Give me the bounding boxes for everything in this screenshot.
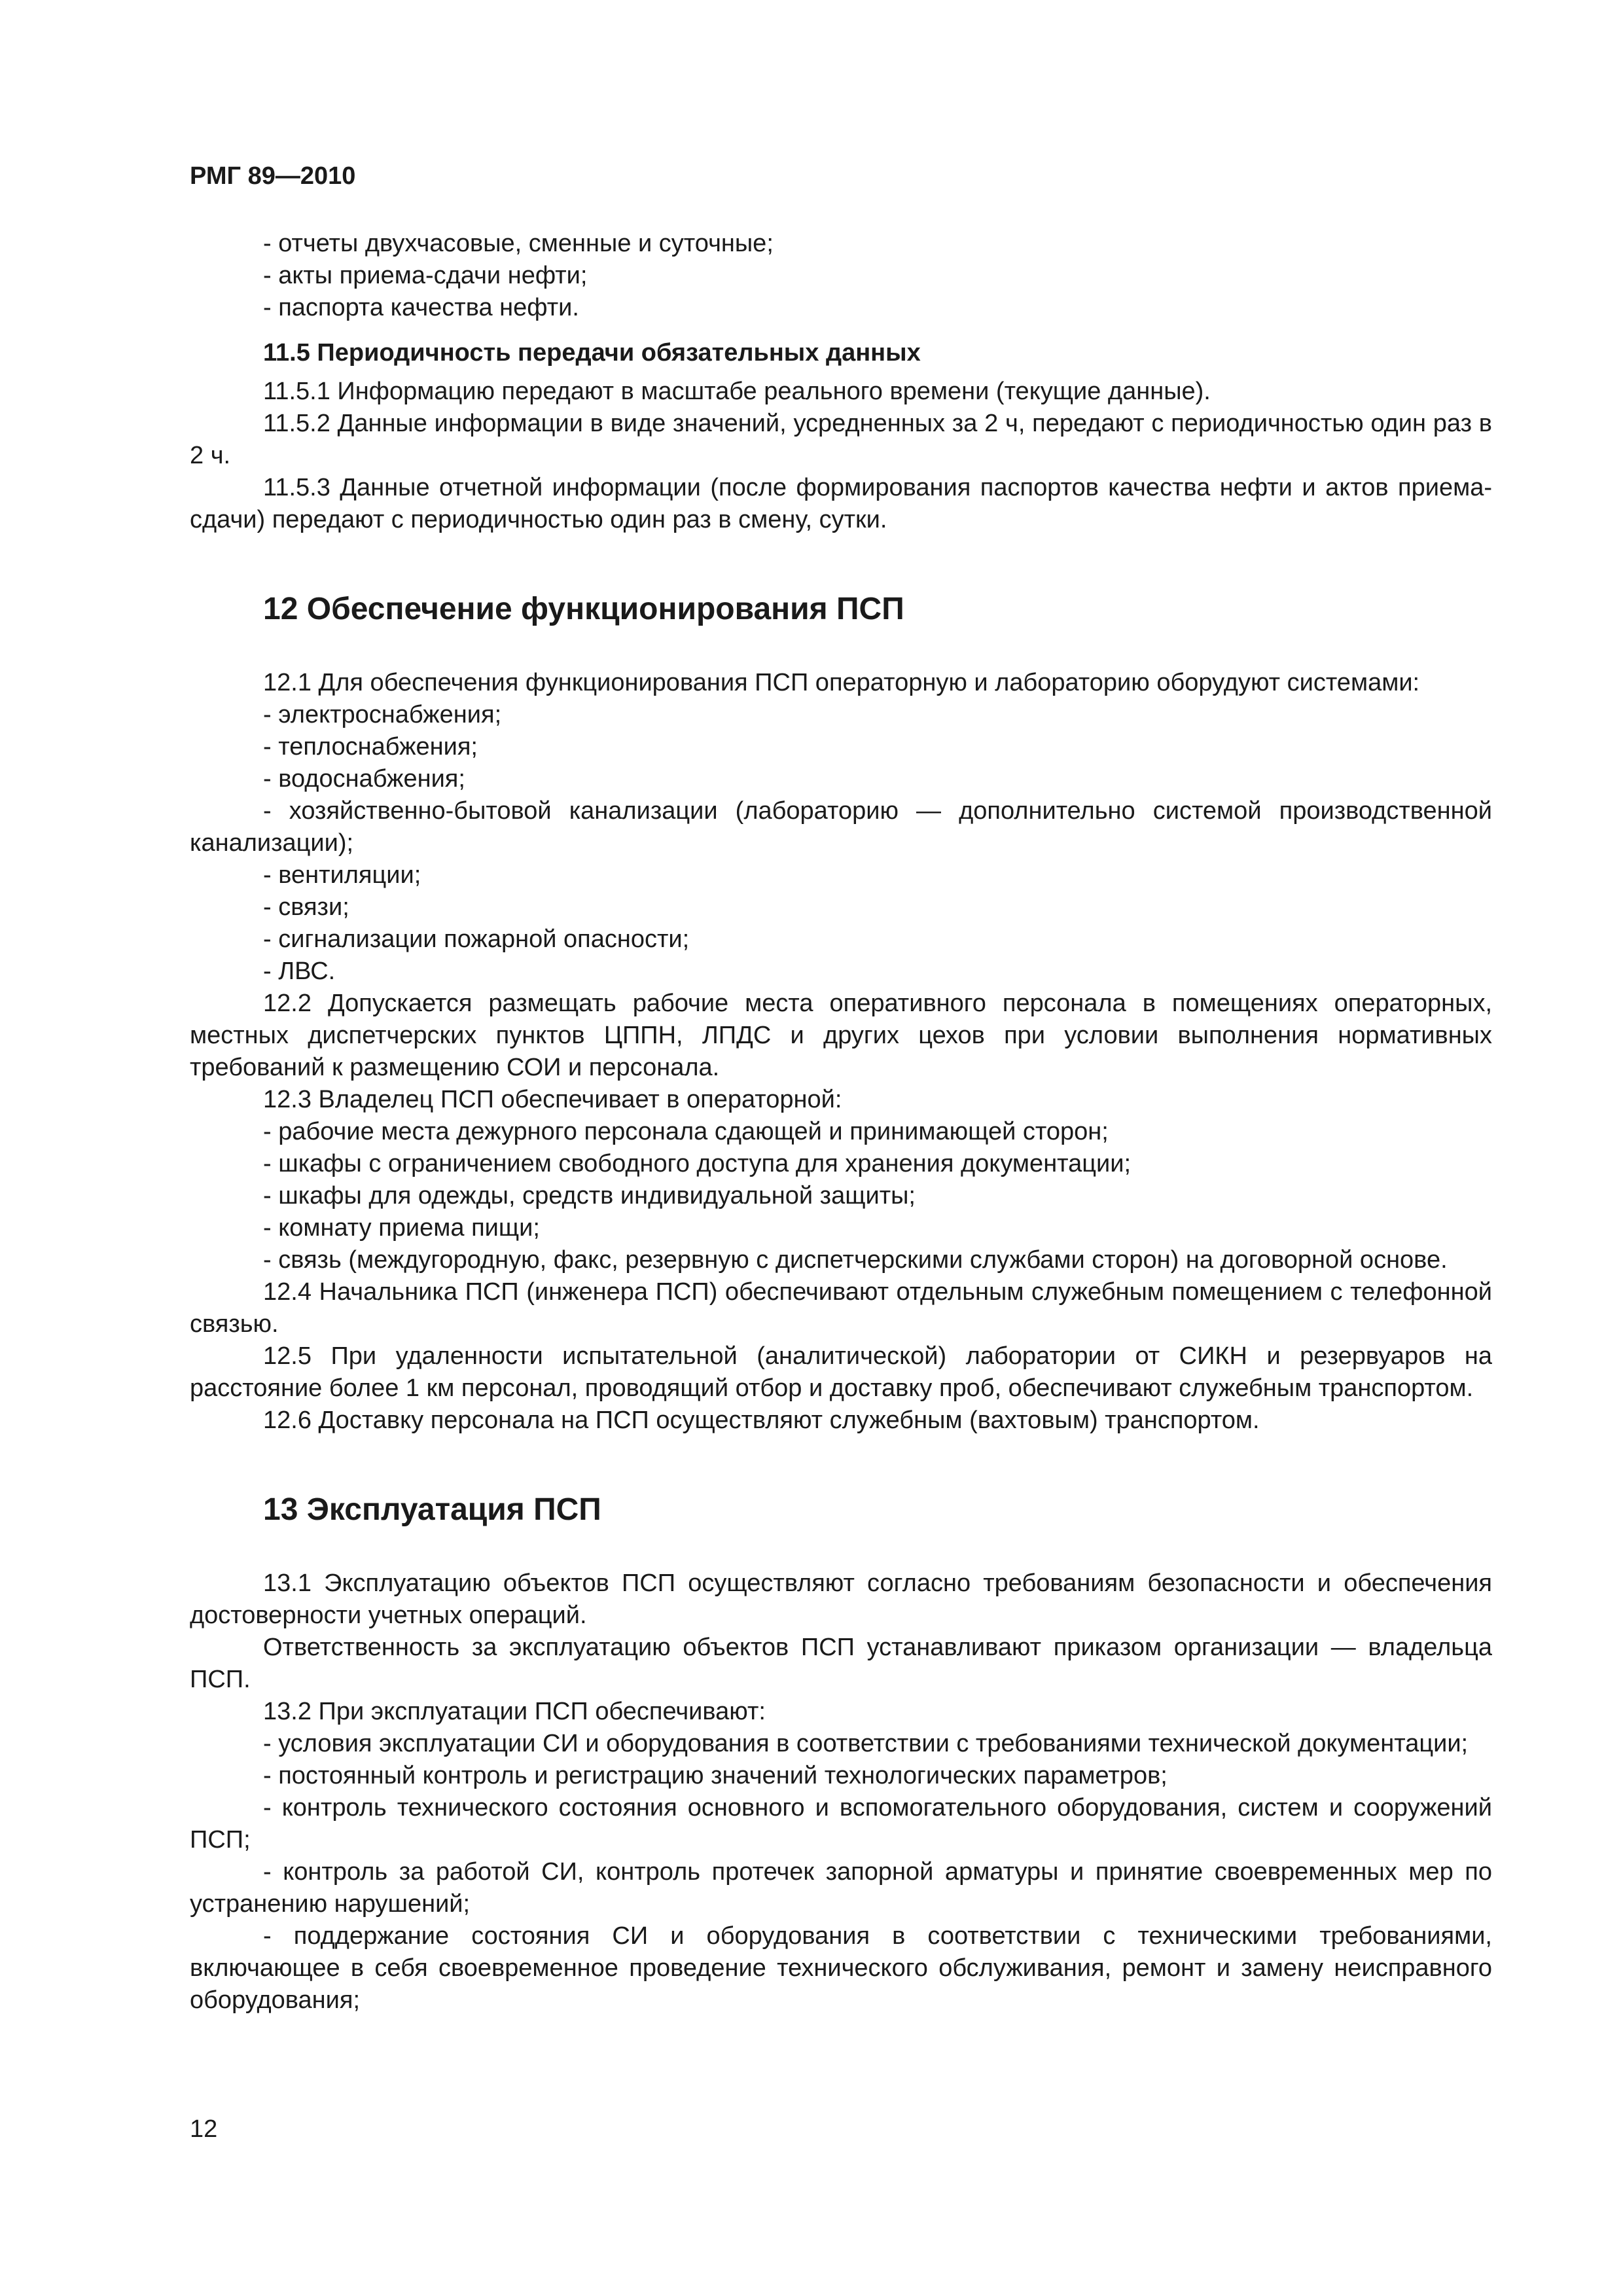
list-item: - акты приема-сдачи нефти; xyxy=(263,262,588,289)
list-item: - теплоснабжения; xyxy=(263,733,478,761)
list-item: - контроль технического состояния основного и вспомогательного оборудования, систем и сооружений ПСП; xyxy=(190,1794,1492,1854)
subsection-title: 11.5 Периодичность передачи обязательных данных xyxy=(263,339,921,367)
list-item: - сигнализации пожарной опасности; xyxy=(263,925,690,953)
list-item: - поддержание состояния СИ и оборудования в соответствии с техническими требованиями, включающее в себя своевременное проведение технического обслуживания, ремонт и замену неисправного оборудования; xyxy=(190,1922,1492,2014)
paragraph: Ответственность за эксплуатацию объектов ПСП устанавливают приказом организации — владельца ПСП. xyxy=(190,1634,1492,1693)
paragraph: 13.2 При эксплуатации ПСП обеспечивают: xyxy=(263,1698,766,1725)
paragraph: 12.6 Доставку персонала на ПСП осуществляют служебным (вахтовым) транспортом. xyxy=(263,1407,1260,1434)
list-item: - связь (междугородную, факс, резервную с диспетчерскими службами сторон) на договорной основе. xyxy=(263,1246,1448,1274)
list-item: - постоянный контроль и регистрацию значений технологических параметров; xyxy=(263,1762,1168,1789)
list-item: - шкафы с ограничением свободного доступа для хранения документации; xyxy=(263,1150,1132,1177)
paragraph: 12.2 Допускается размещать рабочие места оперативного персонала в помещениях операторных, местных диспетчерских пунктов ЦППН, ЛПДС и других цехов при условии выполнения нормативных требований к размещению СОИ и персонала. xyxy=(190,990,1492,1081)
list-item: - электроснабжения; xyxy=(263,701,502,728)
list-item: - хозяйственно-бытовой канализации (лабораторию — дополнительно системой производственной канализации); xyxy=(190,797,1492,857)
list-item: - ЛВС. xyxy=(263,958,336,985)
paragraph: 13.1 Эксплуатацию объектов ПСП осуществляют согласно требованиям безопасности и обеспечения достоверности учетных операций. xyxy=(190,1570,1492,1629)
document-body xyxy=(190,228,1492,2017)
list-item: - вентиляции; xyxy=(263,861,421,889)
list-item: - паспорта качества нефти. xyxy=(263,294,579,321)
list-item: - рабочие места дежурного персонала сдающей и принимающей сторон; xyxy=(263,1118,1109,1145)
list-item: - связи; xyxy=(263,893,349,921)
list-item: - контроль за работой СИ, контроль протечек запорной арматуры и принятие своевременных мер по устранению нарушений; xyxy=(190,1858,1492,1918)
list-item: - шкафы для одежды, средств индивидуальной защиты; xyxy=(263,1182,916,1210)
document-header: РМГ 89—2010 xyxy=(190,162,356,190)
section-title: 13 Эксплуатация ПСП xyxy=(263,1492,601,1527)
paragraph: 12.4 Начальника ПСП (инженера ПСП) обеспечивают отдельным служебным помещением с телефонной связью. xyxy=(190,1278,1492,1338)
list-item: - отчеты двухчасовые, сменные и суточные; xyxy=(263,230,774,257)
page-number: 12 xyxy=(190,2115,218,2143)
list-item: - комнату приема пищи; xyxy=(263,1214,540,1242)
paragraph: 11.5.3 Данные отчетной информации (после формирования паспортов качества нефти и актов приема-сдачи) передают с периодичностью один раз в смену, сутки. xyxy=(190,474,1492,533)
paragraph: 12.5 При удаленности испытательной (аналитической) лаборатории от СИКН и резервуаров на расстояние более 1 км персонал, проводящий отбор и доставку проб, обеспечивают служебным транспортом. xyxy=(190,1342,1492,1402)
paragraph: 11.5.2 Данные информации в виде значений, усредненных за 2 ч, передают с периодичностью один раз в 2 ч. xyxy=(190,410,1492,469)
paragraph: 11.5.1 Информацию передают в масштабе реального времени (текущие данные). xyxy=(263,378,1211,405)
paragraph: 12.3 Владелец ПСП обеспечивает в операторной: xyxy=(263,1086,842,1113)
paragraph: 12.1 Для обеспечения функционирования ПСП операторную и лабораторию оборудуют системами: xyxy=(263,669,1420,696)
list-item: - условия эксплуатации СИ и оборудования в соответствии с требованиями технической документации; xyxy=(263,1730,1469,1757)
list-item: - водоснабжения; xyxy=(263,765,465,793)
section-title: 12 Обеспечение функционирования ПСП xyxy=(263,592,904,626)
